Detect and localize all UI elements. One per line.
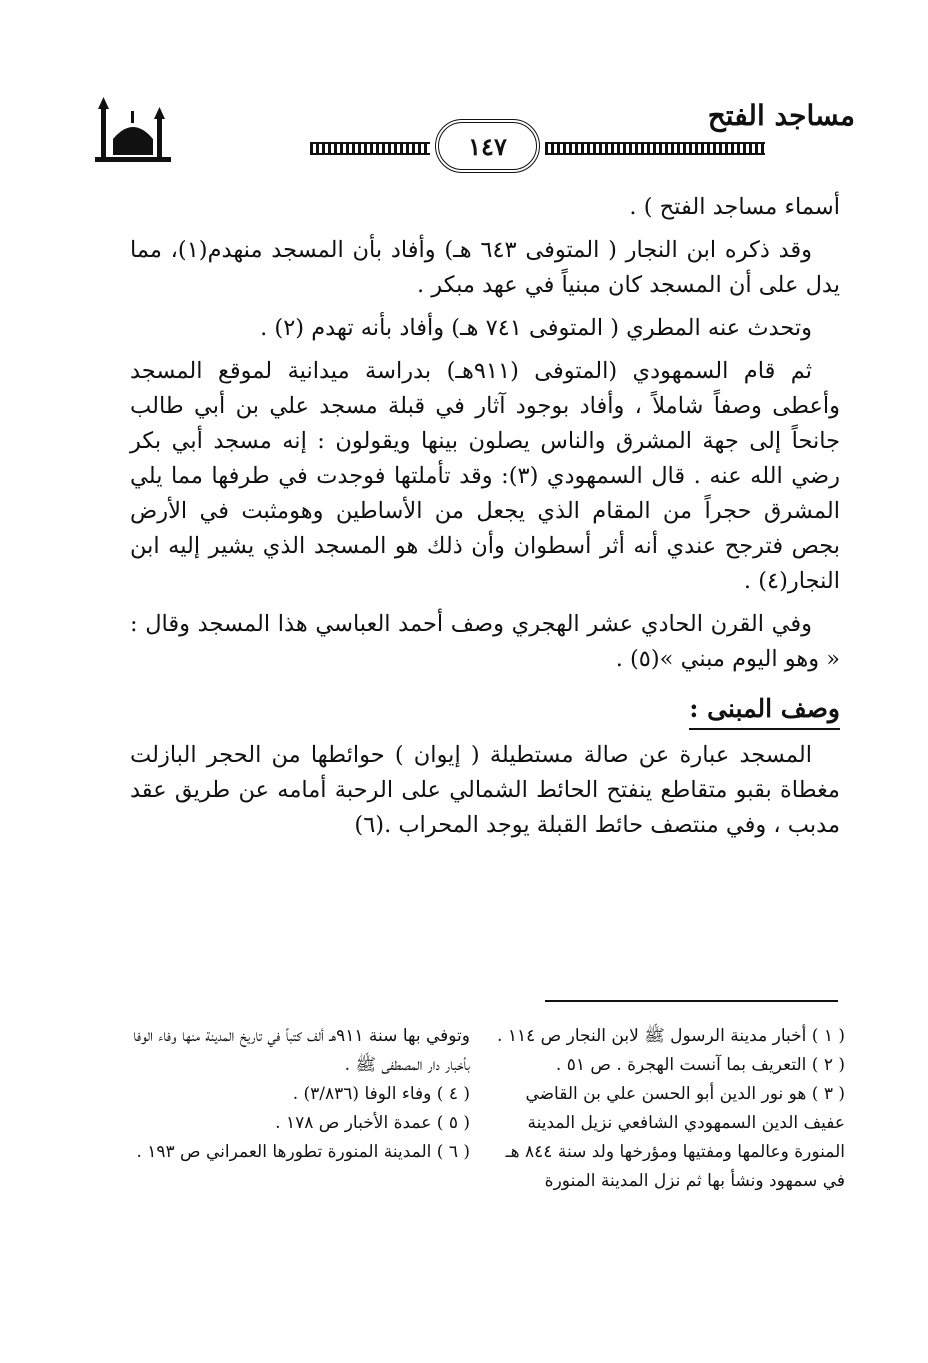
- header-rope-left: [310, 142, 430, 155]
- footnote: ( ٤ ) وفاء الوفا (٣/٨٣٦) .: [292, 1084, 470, 1104]
- paragraph: المسجد عبارة عن صالة مستطيلة ( إيوان ) حوائطها من الحجر البازلت مغطاة بقبو متقاطع ينفتح الحائط الشمالي على الرحبة أمامه عن طريق عقد مدبب ، وفي منتصف حائط القبلة يوجد المحراب .(٦): [130, 742, 840, 838]
- mosque-icon: [95, 95, 171, 167]
- paragraph: ثم قام السمهودي (المتوفى (٩١١هـ) بدراسة ميدانية لموقع المسجد وأعطى وصفاً شاملاً ، وأفاد بوجود آثار في قبلة مسجد علي بن أبي طالب جانحاً إلى جهة المشرق والناس يصلون بينها ويقولون : إنه مسجد أبي بكر رضي الله عنه . قال السمهودي (٣): وقد تأملتها فوجدت في طرفها مما يلي المشرق حجراً من المقام الذي يجعل من الأساطين وهومثبت في الأرض بجص فترجح عندي أنه أثر أسطوان وأن ذلك هو المسجد الذي يشير إليه ابن النجار(٤) .: [130, 358, 840, 594]
- footnotes-right-column: [495, 1022, 845, 1196]
- section-heading: وصف المبنى :: [689, 691, 840, 730]
- paragraph: وقد ذكره ابن النجار ( المتوفى ٦٤٣ هـ) وأفاد بأن المسجد منهدم(١)، مما يدل على أن المسجد كان مبنياً في عهد مبكر .: [130, 237, 840, 298]
- paragraph: أسماء مساجد الفتح ) .: [629, 194, 840, 220]
- page-header: [95, 95, 855, 185]
- footnote: وتوفي بها سنة ٩١١هـ ألف كتباً في تاريخ المدينة منها وفاء الوفا بأخبار دار المصطفى ﷺ .: [133, 1026, 470, 1075]
- paragraph: وتحدث عنه المطري ( المتوفى ٧٤١ هـ) وأفاد بأنه تهدم (٢) .: [260, 315, 812, 341]
- book-title: مساجد الفتح: [707, 99, 855, 132]
- footnote: ( ٢ ) التعريف بما آنست الهجرة . ص ٥١ .: [555, 1055, 845, 1075]
- footnote: ( ٣ ) هو نور الدين أبو الحسن علي بن القاضي عفيف الدين السمهودي الشافعي نزيل المدينة المنورة وعالمها ومفتيها ومؤرخها ولد سنة ٨٤٤ هـ في سمهود ونشأ بها ثم نزل المدينة المنورة: [505, 1084, 845, 1191]
- header-rope-right: [545, 142, 765, 155]
- footnotes-left-column: [130, 1022, 470, 1167]
- footnote: ( ١ ) أخبار مدينة الرسول ﷺ لابن النجار ص ١١٤ .: [497, 1026, 845, 1046]
- page-number: ١٤٧: [435, 119, 540, 173]
- footnote-separator: [545, 1000, 838, 1002]
- footnote: ( ٦ ) المدينة المنورة تطورها العمراني ص ١٩٣ .: [136, 1142, 470, 1162]
- footnote: ( ٥ ) عمدة الأخبار ص ١٧٨ .: [275, 1113, 470, 1133]
- paragraph: وفي القرن الحادي عشر الهجري وصف أحمد العباسي هذا المسجد وقال : « وهو اليوم مبني »(٥) .: [130, 611, 840, 672]
- main-text: [130, 190, 840, 851]
